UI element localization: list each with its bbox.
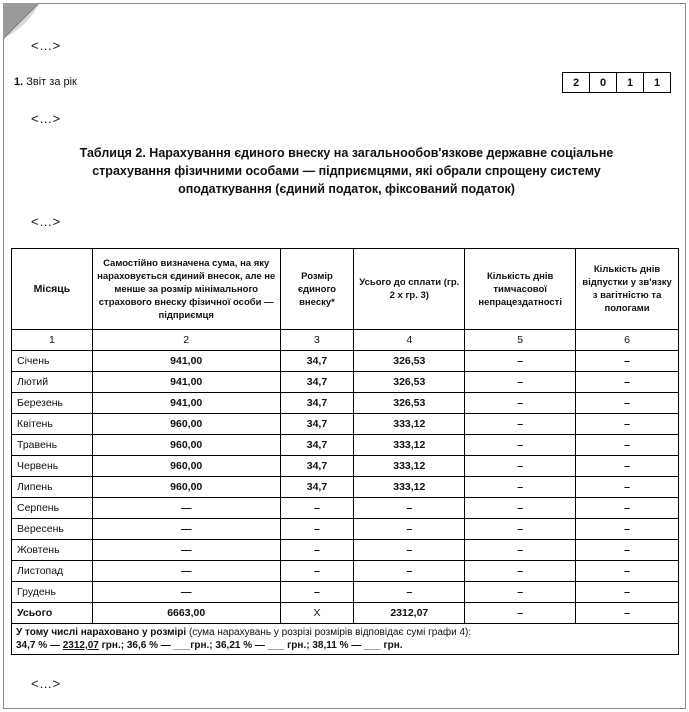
month-cell: Червень <box>12 456 93 477</box>
header-base-amount: Самостійно визначена сума, на яку нараховується єдиний внесок, але не менше за розмір мінімального страхового внеску фізичної особи — підприємця <box>92 249 280 330</box>
maternity-days-cell: – <box>576 414 679 435</box>
rate-cell: 34,7 <box>280 372 354 393</box>
total-sick-days: – <box>465 603 576 624</box>
total-label: Усього <box>12 603 93 624</box>
maternity-days-cell: – <box>576 351 679 372</box>
table-row <box>12 519 679 540</box>
rate-breakdown-note <box>12 624 679 655</box>
year-digit-3: 1 <box>616 72 644 93</box>
sick-days-cell: – <box>465 372 576 393</box>
month-cell: Листопад <box>12 561 93 582</box>
base-amount-cell: 941,00 <box>92 351 280 372</box>
sick-days-cell: – <box>465 414 576 435</box>
month-cell: Березень <box>12 393 93 414</box>
total-due-cell: – <box>354 498 465 519</box>
header-sick-days: Кількість днів тимчасової непрацездатності <box>465 249 576 330</box>
column-number: 3 <box>280 330 354 351</box>
sick-days-cell: – <box>465 435 576 456</box>
contribution-table <box>11 248 679 655</box>
total-due-cell: – <box>354 519 465 540</box>
report-period-label <box>14 76 77 88</box>
table-row <box>12 393 679 414</box>
base-amount-cell: — <box>92 582 280 603</box>
sick-days-cell: – <box>465 477 576 498</box>
table-title: Таблиця 2. Нарахування єдиного внеску на загальнообов'язкове державне соціальне страхування фізичними особами — підприємцями, які обрали спрощену систему оподаткування (єдиний податок, фіксований податок) <box>79 146 614 196</box>
sick-days-cell: – <box>465 393 576 414</box>
rate-cell: 34,7 <box>280 393 354 414</box>
column-number: 1 <box>12 330 93 351</box>
rate-cell: – <box>280 561 354 582</box>
note-bold-prefix: У тому числі нараховано у розмірі <box>16 627 187 638</box>
column-number-row <box>12 330 679 351</box>
month-cell: Серпень <box>12 498 93 519</box>
base-amount-cell: 960,00 <box>92 477 280 498</box>
total-due-cell: 333,12 <box>354 477 465 498</box>
table-row <box>12 477 679 498</box>
year-input-boxes <box>562 72 671 93</box>
omission-marker-after-report: <…> <box>31 111 61 126</box>
page-curl-icon <box>3 3 39 39</box>
month-cell: Січень <box>12 351 93 372</box>
header-maternity-days: Кількість днів відпустки у зв'язку з вагітністю та пологами <box>576 249 679 330</box>
sick-days-cell: – <box>465 561 576 582</box>
maternity-days-cell: – <box>576 477 679 498</box>
total-due-cell: – <box>354 540 465 561</box>
total-due-cell: 333,12 <box>354 435 465 456</box>
column-number: 4 <box>354 330 465 351</box>
maternity-days-cell: – <box>576 519 679 540</box>
base-amount-cell: 960,00 <box>92 435 280 456</box>
maternity-days-cell: – <box>576 498 679 519</box>
sick-days-cell: – <box>465 498 576 519</box>
year-digit-2: 0 <box>589 72 617 93</box>
sick-days-cell: – <box>465 540 576 561</box>
total-base: 6663,00 <box>92 603 280 624</box>
column-number: 2 <box>92 330 280 351</box>
sick-days-cell: – <box>465 519 576 540</box>
total-due-cell: – <box>354 582 465 603</box>
sick-days-cell: – <box>465 351 576 372</box>
note-rest: (сума нарахувань у розрізі розмірів відповідає сумі графи 4): <box>186 627 472 638</box>
header-month: Місяць <box>12 249 93 330</box>
month-cell: Грудень <box>12 582 93 603</box>
base-amount-cell: 960,00 <box>92 414 280 435</box>
omission-marker-bottom: <…> <box>31 676 61 691</box>
month-cell: Липень <box>12 477 93 498</box>
rate-cell: – <box>280 519 354 540</box>
base-amount-cell: — <box>92 540 280 561</box>
note-rate-a: 34,7 % — <box>16 640 63 651</box>
table-row <box>12 561 679 582</box>
note-amount: 2312,07 <box>62 640 99 651</box>
total-due-cell: – <box>354 561 465 582</box>
table-row <box>12 498 679 519</box>
total-due-cell: 333,12 <box>354 414 465 435</box>
maternity-days-cell: – <box>576 456 679 477</box>
table-row <box>12 435 679 456</box>
month-cell: Жовтень <box>12 540 93 561</box>
rate-cell: 34,7 <box>280 456 354 477</box>
report-label: Звіт за рік <box>26 76 77 88</box>
total-due-cell: 326,53 <box>354 351 465 372</box>
base-amount-cell: 941,00 <box>92 372 280 393</box>
year-digit-1: 2 <box>562 72 590 93</box>
header-rate: Розмір єдиного внеску* <box>280 249 354 330</box>
month-cell: Лютий <box>12 372 93 393</box>
month-cell: Травень <box>12 435 93 456</box>
sick-days-cell: – <box>465 456 576 477</box>
rate-cell: 34,7 <box>280 414 354 435</box>
maternity-days-cell: – <box>576 561 679 582</box>
base-amount-cell: — <box>92 561 280 582</box>
maternity-days-cell: – <box>576 540 679 561</box>
rate-cell: – <box>280 582 354 603</box>
total-due-cell: 333,12 <box>354 456 465 477</box>
total-rate: Х <box>280 603 354 624</box>
table-row <box>12 540 679 561</box>
table-row <box>12 582 679 603</box>
total-maternity-days: – <box>576 603 679 624</box>
table-row <box>12 456 679 477</box>
omission-marker-top: <…> <box>31 38 61 53</box>
base-amount-cell: — <box>92 498 280 519</box>
rate-cell: 34,7 <box>280 351 354 372</box>
note-row <box>12 624 679 655</box>
year-digit-4: 1 <box>643 72 671 93</box>
base-amount-cell: — <box>92 519 280 540</box>
column-number: 6 <box>576 330 679 351</box>
omission-marker-after-title: <…> <box>31 214 61 229</box>
rate-cell: – <box>280 540 354 561</box>
table-row <box>12 372 679 393</box>
column-number: 5 <box>465 330 576 351</box>
rate-cell: 34,7 <box>280 477 354 498</box>
maternity-days-cell: – <box>576 435 679 456</box>
maternity-days-cell: – <box>576 372 679 393</box>
rate-cell: – <box>280 498 354 519</box>
table-row <box>12 414 679 435</box>
sick-days-cell: – <box>465 582 576 603</box>
table-header-row <box>12 249 679 330</box>
maternity-days-cell: – <box>576 582 679 603</box>
report-number: 1. <box>14 76 24 88</box>
note-rates-rest: грн.; 36,6 % — ___грн.; 36,21 % — ___ грн.; 38,11 % — ___ грн. <box>98 640 403 651</box>
rate-cell: 34,7 <box>280 435 354 456</box>
month-cell: Квітень <box>12 414 93 435</box>
month-cell: Вересень <box>12 519 93 540</box>
maternity-days-cell: – <box>576 393 679 414</box>
total-due: 2312,07 <box>354 603 465 624</box>
base-amount-cell: 941,00 <box>92 393 280 414</box>
header-total-due: Усього до сплати (гр. 2 х гр. 3) <box>354 249 465 330</box>
total-due-cell: 326,53 <box>354 393 465 414</box>
table-row <box>12 351 679 372</box>
total-row <box>12 603 679 624</box>
base-amount-cell: 960,00 <box>92 456 280 477</box>
total-due-cell: 326,53 <box>354 372 465 393</box>
